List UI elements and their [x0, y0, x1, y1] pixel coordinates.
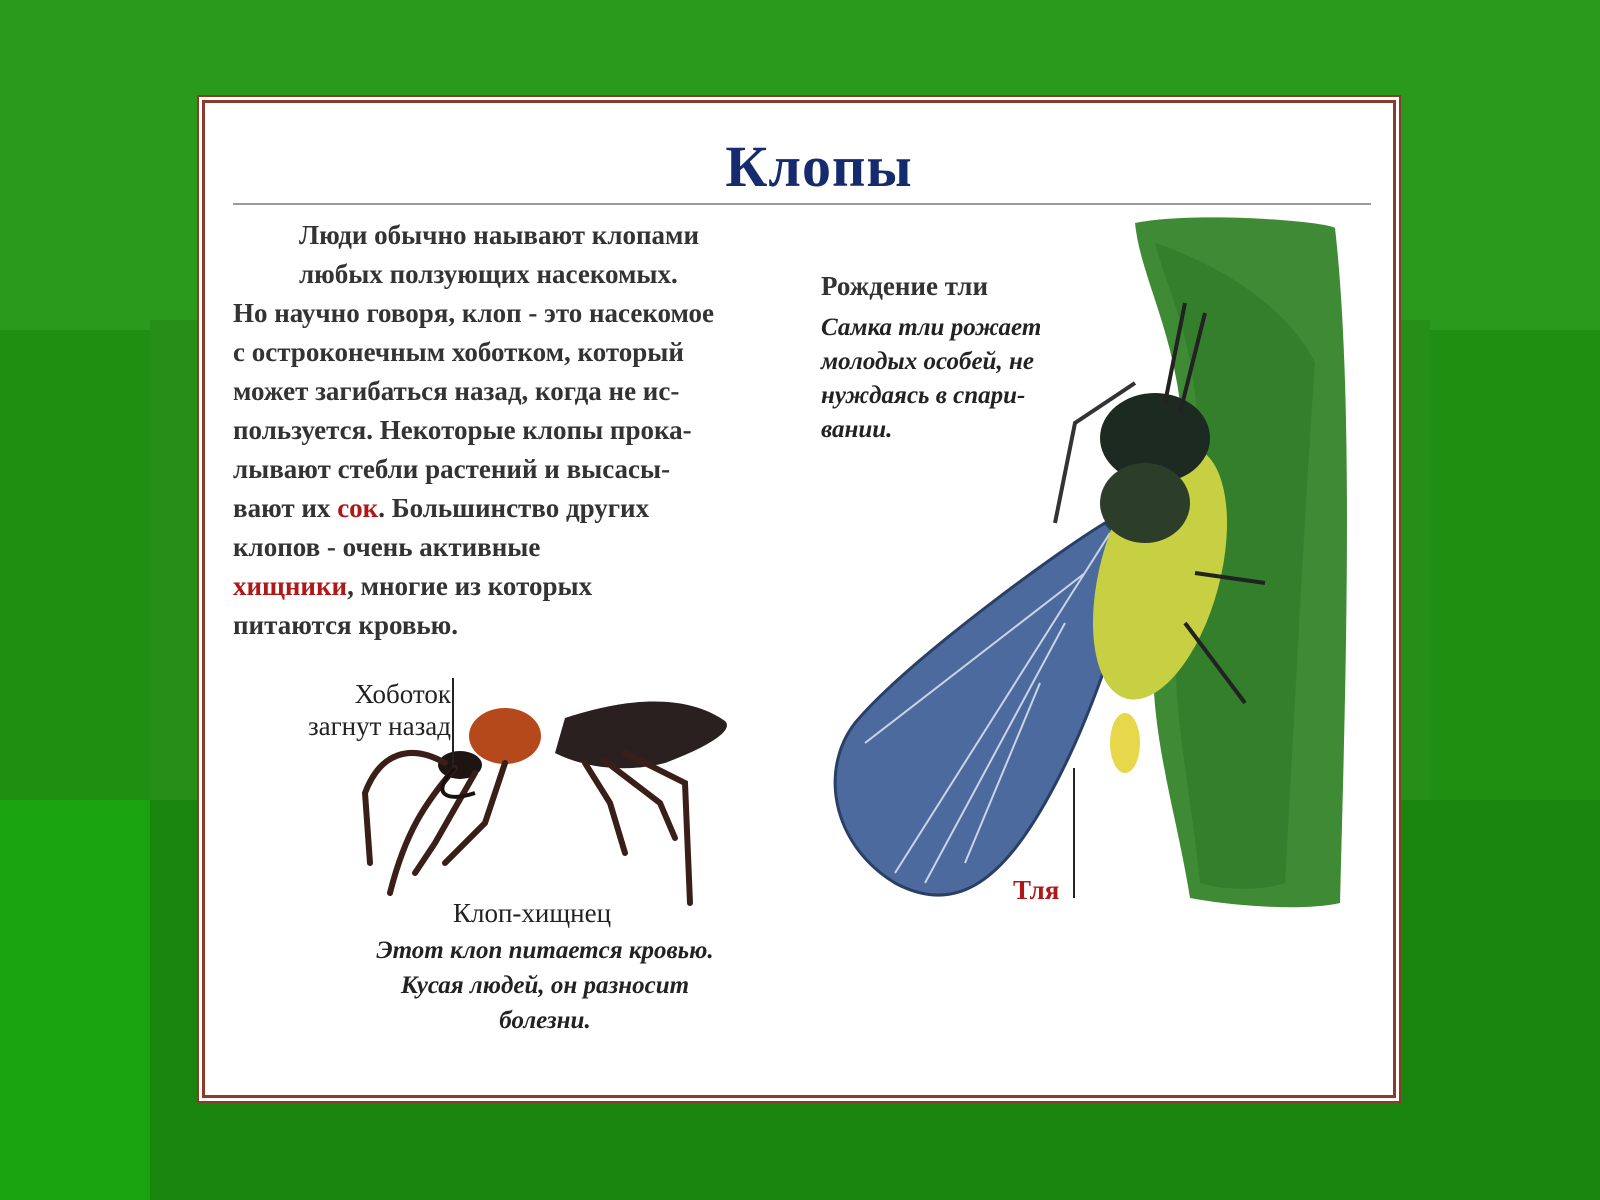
assassin-bug-name: Клоп-хищнец — [453, 898, 612, 928]
body-line: Люди обычно нaывают клопами — [299, 220, 700, 250]
proboscis-label — [255, 678, 451, 742]
body-line: с остроконечным хоботком, который — [233, 337, 684, 367]
aphid-caption-line: молодых особей, не — [821, 348, 1034, 375]
slide-card — [202, 100, 1396, 1098]
highlight-term-sap: сок — [337, 493, 379, 523]
aphid-caption-line: Самка тли рожает — [821, 314, 1042, 341]
background-band-left — [0, 800, 160, 1200]
body-line: лывают стебли растений и высасы- — [233, 454, 671, 484]
body-line: любых ползующих насекомых. — [299, 259, 678, 289]
assassin-bug-caption-line: болезни. — [499, 1007, 591, 1034]
body-line: Но научно говоря, клоп - это насекомое — [233, 298, 715, 328]
proboscis-label-line: Хоботок — [354, 679, 451, 709]
body-text-fragment: . Большинство других — [378, 493, 650, 523]
proboscis-label-line: загнут назад — [307, 711, 451, 741]
body-text-fragment: , многие из которых — [347, 571, 593, 601]
body-line: может загибаться назад, когда не ис- — [233, 376, 680, 406]
highlight-term-predators: хищники — [233, 571, 348, 601]
slide-title: Клопы — [725, 134, 913, 199]
body-line: питаются кровью. — [233, 610, 459, 640]
aphid-caption-heading: Рождение тли — [821, 271, 989, 301]
body-line: пользуется. Некоторые клопы прока- — [233, 415, 692, 445]
aphid-caption-line: нуждаясь в спари- — [821, 382, 1026, 409]
assassin-bug-caption-line: Кусая людей, он разносит — [400, 972, 690, 999]
assassin-bug-caption — [315, 933, 775, 1038]
body-line: клопов - очень активные — [233, 532, 541, 562]
aphid-caption-line: вании. — [821, 416, 893, 443]
body-text-fragment: вают их — [233, 493, 338, 523]
aphid-label: Тля — [1013, 875, 1060, 905]
assassin-bug-caption-line: Этот клоп питается кровью. — [376, 937, 714, 964]
